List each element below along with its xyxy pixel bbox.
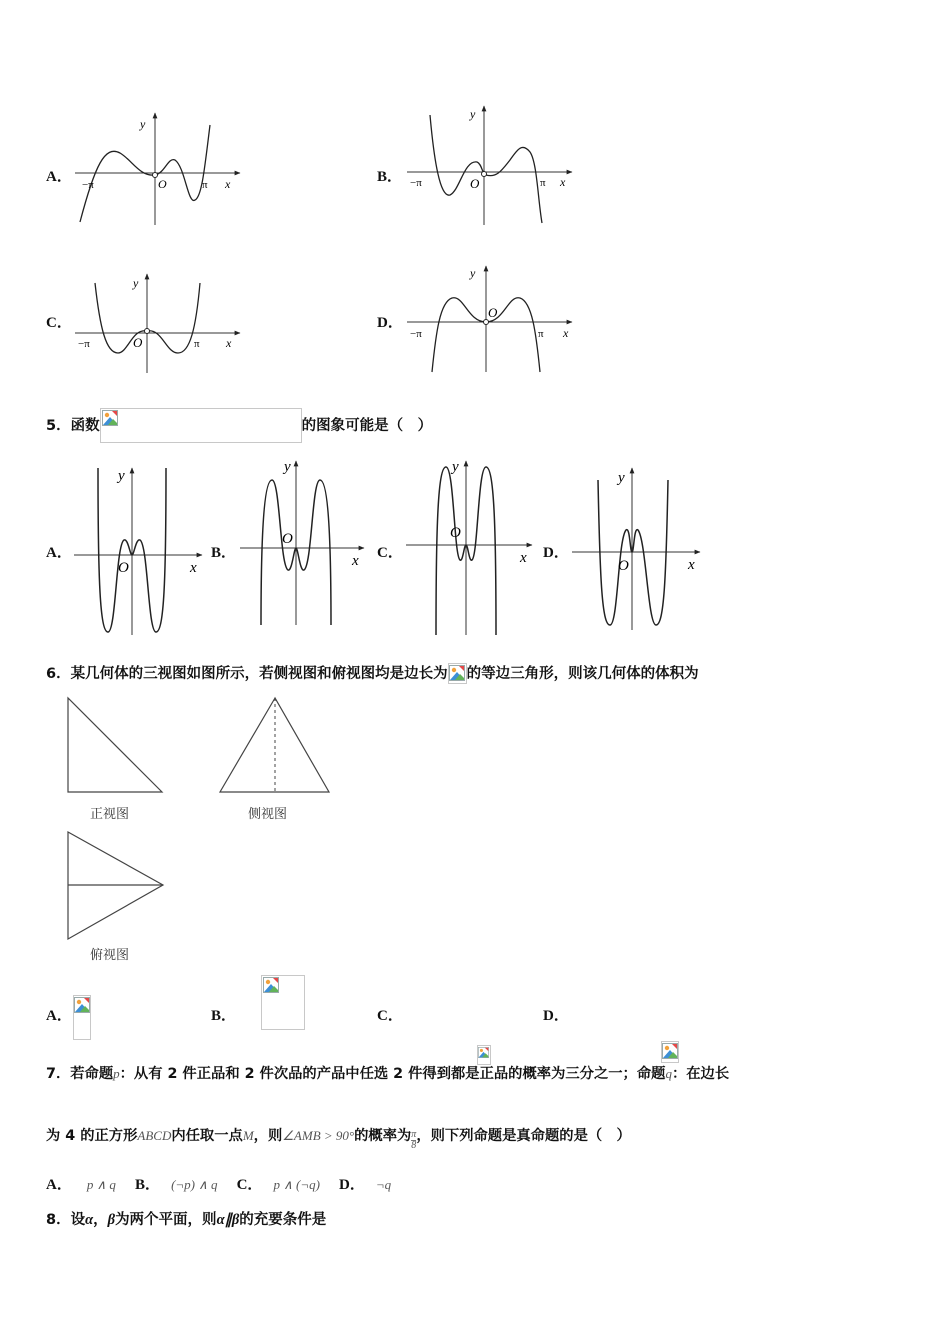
q6-option-d-image[interactable] — [661, 1041, 679, 1063]
q7-option-a-label[interactable]: A． — [46, 1177, 72, 1193]
svg-text:O: O — [282, 531, 293, 547]
svg-text:y: y — [284, 459, 291, 475]
q5-graph-a — [70, 460, 210, 640]
x-label: x — [225, 177, 231, 191]
y-label: y — [133, 276, 139, 290]
y-label: y — [470, 266, 476, 280]
q7-option-b-label[interactable]: B． — [134, 1177, 160, 1193]
svg-text:y: y — [618, 470, 625, 486]
svg-text:y: y — [452, 459, 459, 475]
q5-suffix: 的图象可能是（ ） — [301, 418, 433, 434]
q7-option-a-expr: p ∧ q — [86, 1177, 116, 1192]
q6-side-length-image — [448, 663, 467, 684]
broken-image-icon — [478, 1047, 489, 1058]
svg-text:O: O — [618, 558, 629, 574]
q5-graph-b — [236, 455, 376, 635]
q7-option-d-label[interactable]: D． — [339, 1177, 365, 1193]
q7-option-c-expr: p ∧ (¬q) — [273, 1177, 320, 1192]
q6-option-b-image[interactable] — [261, 975, 305, 1030]
neg-pi-label: −π — [410, 177, 422, 189]
q7-stem-line1: 7．若命题p：从有 2 件正品和 2 件次品的产品中任选 2 件得到都是正品的概率为三分之一；命题q：在边长 — [46, 1066, 730, 1082]
q6-option-c-label[interactable]: C． — [377, 1008, 403, 1024]
broken-image-icon — [102, 410, 118, 426]
q5-graph-d — [568, 460, 708, 635]
q5-option-d-label[interactable]: D． — [543, 545, 569, 561]
neg-pi-label: −π — [82, 179, 94, 191]
front-view-diagram — [66, 696, 166, 796]
broken-image-icon — [263, 977, 279, 993]
q5-number: 5． — [46, 418, 71, 434]
q4-graph-b — [402, 100, 582, 230]
q5-option-b-label[interactable]: B． — [211, 545, 237, 561]
q5-formula-image — [100, 408, 302, 443]
q4-option-a-label[interactable]: A． — [46, 169, 72, 185]
top-view-caption: 俯视图 — [90, 948, 130, 963]
x-label: x — [563, 326, 569, 340]
pi-label: π — [540, 177, 546, 189]
svg-text:x: x — [688, 557, 695, 573]
q6-option-c-image[interactable] — [477, 1045, 491, 1065]
svg-text:x: x — [520, 550, 527, 566]
pi-label: π — [202, 179, 208, 191]
neg-pi-label: −π — [78, 338, 90, 350]
q4-option-c-label[interactable]: C． — [46, 315, 72, 331]
y-label: y — [140, 117, 146, 131]
x-label: x — [226, 336, 232, 350]
q6-option-a-image[interactable] — [73, 995, 91, 1040]
svg-text:x: x — [352, 553, 359, 569]
q5-option-c-label[interactable]: C． — [377, 545, 403, 561]
pi-label: π — [194, 338, 200, 350]
q7-option-d-expr: ¬q — [375, 1177, 392, 1192]
q4-graph-d — [402, 262, 582, 377]
broken-image-icon — [74, 997, 90, 1013]
svg-text:y: y — [118, 468, 125, 484]
origin-label: O — [158, 177, 167, 191]
q7-fraction: $\frac{\pi}{8}$ — [411, 1129, 417, 1151]
x-label: x — [560, 175, 566, 189]
q8-stem: 8．设α，β为两个平面，则α∥β的充要条件是 — [46, 1212, 327, 1228]
side-view-diagram — [218, 696, 332, 796]
q6-option-a-label[interactable]: A． — [46, 1008, 72, 1024]
origin-label: O — [470, 176, 480, 191]
y-label: y — [470, 107, 476, 121]
neg-pi-label: −π — [410, 328, 422, 340]
svg-text:O: O — [118, 560, 129, 576]
q7-options — [46, 1173, 391, 1194]
side-view-caption: 侧视图 — [248, 807, 288, 822]
svg-text:O: O — [450, 525, 461, 541]
q5-stem — [46, 408, 432, 443]
q4-graph-a — [70, 105, 250, 230]
q6-option-b-label[interactable]: B． — [211, 1008, 237, 1024]
q7-stem-line2: 为 4 的正方形ABCD内任取一点M，则∠AMB > 90°的概率为 $\frac{\pi}{8}$ ，则下列命题是真命题的是（ ） — [46, 1128, 631, 1151]
q4-graph-c — [70, 268, 250, 378]
svg-text:x: x — [190, 560, 197, 576]
q6-stem: 6．某几何体的三视图如图所示，若侧视图和俯视图均是边长为 的等边三角形，则该几何体的体积为 — [46, 662, 699, 684]
q4-option-d-label[interactable]: D． — [377, 315, 403, 331]
origin-label: O — [488, 305, 498, 320]
top-view-diagram — [66, 830, 166, 942]
broken-image-icon — [449, 665, 465, 681]
q5-graph-c — [402, 455, 542, 640]
pi-label: π — [538, 328, 544, 340]
q4-option-b-label[interactable]: B． — [377, 169, 403, 185]
curve — [430, 115, 542, 223]
origin-label: O — [133, 335, 143, 350]
broken-image-icon — [662, 1043, 678, 1059]
q5-option-a-label[interactable]: A． — [46, 545, 72, 561]
front-view-caption: 正视图 — [90, 807, 130, 822]
q7-option-c-label[interactable]: C． — [236, 1177, 263, 1193]
q7-option-b-expr: (¬p) ∧ q — [171, 1177, 218, 1192]
q6-option-d-label[interactable]: D． — [543, 1008, 569, 1024]
q5-prefix: 函数 — [70, 418, 100, 434]
